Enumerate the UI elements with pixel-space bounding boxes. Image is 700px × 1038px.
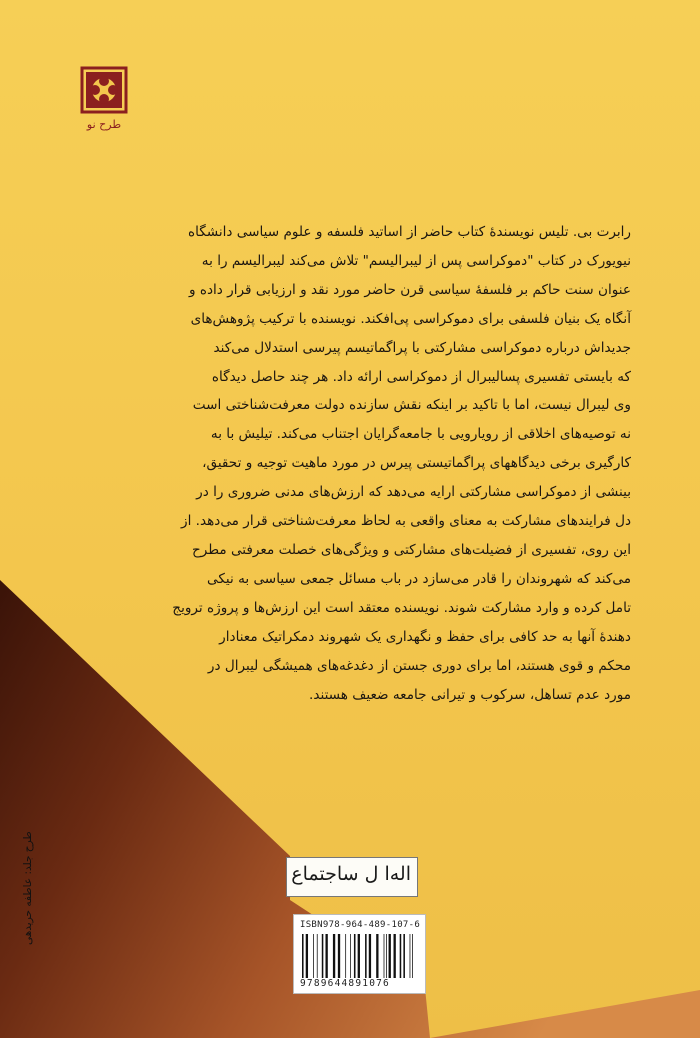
blurb-line: دل فرایندهای مشارکت به معنای واقعی به لحاظ معرفت‌شناختی قرار می‌دهد. از xyxy=(181,513,631,530)
barcode-bar xyxy=(325,934,327,978)
isbn-label: ISBN978-964-489-107-6 xyxy=(300,920,421,930)
blurb-line: می‌کند که شهروندان را قادر می‌سازد در باب مسائل جمعی سیاسی به نیکی xyxy=(207,570,631,587)
barcode-bar xyxy=(306,934,308,978)
blurb-line: وی لیبرال نیست، اما با تاکید بر اینکه نقش سازنده دولت معرفت‌شناختی است xyxy=(192,397,631,414)
barcode-bar xyxy=(410,934,411,978)
subject-label-text: اله‌ا ل‌ ساجتماع xyxy=(291,863,411,885)
barcode-bar xyxy=(302,934,304,978)
back-cover-description xyxy=(86,218,631,709)
barcode-bar xyxy=(333,934,335,978)
publisher-flower-logo-icon xyxy=(80,66,128,134)
barcode-bar xyxy=(317,934,318,978)
blurb-line: دهندهٔ آنها به حد کافی برای حفظ و نگهداری یک شهروند دمکراتیک معنادار xyxy=(219,628,631,645)
blurb-line: نه توصیه‌های اخلاقی از رویارویی با جامعه‌گرایان اجتناب می‌کند. تیلیش با به xyxy=(210,426,631,443)
cover-design-credit: طرح جلد: عاطفه حریدهی xyxy=(22,831,34,945)
barcode-bar xyxy=(400,934,402,978)
barcode-bar xyxy=(386,934,387,978)
barcode-number: 9789644891076 xyxy=(300,978,390,989)
blurb-line: آنگاه یک بنیان فلسفی برای دموکراسی پی‌افکند. نویسنده با ترکیب پژوهش‌های xyxy=(190,310,631,327)
isbn-barcode xyxy=(293,914,426,994)
barcode-bar xyxy=(376,934,378,978)
barcode-bar xyxy=(389,934,391,978)
barcode-bar xyxy=(384,934,385,978)
barcode-bar xyxy=(322,934,324,978)
blurb-line: که بایستی تفسیری پسالیبرال از دموکراسی ارائه داد. هر چند حاصل دیدگاه xyxy=(211,368,631,385)
publisher-name: طرح نو xyxy=(86,118,122,131)
blurb-line: تامل کرده و وارد مشارکت شوند. نویسنده معتقد است این ارزش‌ها و پروژه ترویج xyxy=(172,599,631,616)
blurb-line: این روی، تفسیری از فضیلت‌های مشارکتی و ویژگی‌های خصلت معرفتی مطرح xyxy=(191,541,631,558)
publisher-logo xyxy=(80,66,128,134)
barcode-bar xyxy=(365,934,367,978)
barcode-bar xyxy=(358,934,360,978)
blurb-line: بینشی از دموکراسی مشارکتی ارایه می‌دهد که ارزش‌های مدنی ضروری را در xyxy=(196,484,631,501)
blurb-line: محکم و قوی هستند، اما برای دوری جستن از دغدغه‌های همیشگی لیبرال در xyxy=(207,657,631,674)
barcode-bar xyxy=(394,934,396,978)
blurb-line: نیویورک در کتاب "دموکراسی پس از لیبرالیسم" تلاش می‌کند لیبرالیسم را به xyxy=(201,252,631,269)
blurb-line: مورد عدم تساهل، سرکوب و تیرانی جامعه ضعیف هستند. xyxy=(309,686,631,703)
barcode-bar xyxy=(313,934,314,978)
barcode-bar xyxy=(354,934,356,978)
barcode-bar xyxy=(338,934,340,978)
barcode-bars xyxy=(302,934,417,978)
subject-label-sticker xyxy=(286,857,418,897)
blurb-line: عنوان سنت حاکم بر فلسفهٔ سیاسی قرن حاضر مورد نقد و ارزیابی قرار داده و xyxy=(188,281,631,298)
barcode-bar xyxy=(350,934,351,978)
barcode-bar xyxy=(369,934,371,978)
blurb-line: کارگیری برخی دیدگاههای پراگماتیستی پیرس در مورد ماهیت توجیه و تحقیق، xyxy=(202,455,631,472)
blurb-line: رابرت بی. تلیس نویسندهٔ کتاب حاضر از اساتید فلسفه و علوم سیاسی دانشگاه xyxy=(187,224,631,240)
barcode-bar xyxy=(412,934,413,978)
barcode-bar xyxy=(345,934,346,978)
barcode-bar xyxy=(403,934,405,978)
blurb-line: جدیداش درباره دموکراسی مشارکتی با پراگماتیسم پیرسی استدلال می‌کند xyxy=(213,339,631,356)
